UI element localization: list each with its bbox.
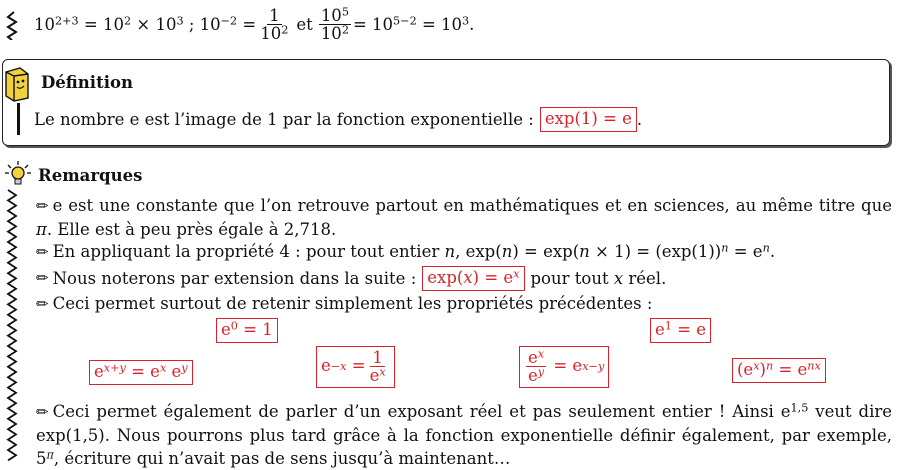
formula-e1: $e^1 = e$ [650, 318, 711, 343]
top-equation-line [34, 7, 474, 43]
formula-sum: $e^{x+y} = e^x$ $e^y$ [89, 360, 193, 385]
definition-box [2, 59, 890, 146]
word-et: et [296, 15, 313, 35]
definition-title: Définition [41, 73, 133, 92]
remark-item [36, 266, 666, 291]
formula-quotient: $\frac{e^x}{e^y}$ = e x−y [519, 346, 609, 388]
fraction-10-5-over-10-2: $\frac{10^5}{10^2}$ [320, 5, 349, 44]
formula-e0: $e^0 = 1$ [216, 318, 278, 343]
pencil-icon: ✏ [36, 403, 49, 421]
zigzag-icon [4, 10, 20, 40]
pencil-icon: ✏ [36, 295, 49, 313]
pencil-icon: ✏ [36, 269, 49, 288]
remark-item: ✏ Ceci permet également de parler d’un exposant réel et pas seulement entier ! Ainsi $e^{1,5}$ veut dire exp(1,5). Nous pourrons plus tard grâce à la fonction exponentielle définir également, par exemple, $5^\pi$, écriture qui n’avait pas de sens jusqu’à maintenant… [36, 401, 892, 468]
remark-item [36, 294, 652, 313]
definition-end: . [636, 109, 643, 129]
remark-3-after: pour tout x réel. [530, 268, 667, 288]
pencil-icon: ✏ [36, 197, 49, 215]
equation-powers: $10^{2+3} = 10^2 \times 10^3$ ; $10^{-2}$ = [34, 14, 257, 35]
remarks-title: Remarques [38, 166, 143, 185]
definition-bar [17, 103, 20, 135]
remark-item: ✏ En appliquant la propriété 4 : pour tout entier n, $\exp(n) = \exp(n \times 1) = (\exp(1))^n = e^n$. [36, 241, 776, 261]
remark-4-text: Ceci permet surtout de retenir simplement les propriétés précédentes : [52, 294, 653, 313]
pencil-icon: ✏ [36, 243, 49, 261]
remark-3-text: Nous noterons par extension dans la suite : [52, 268, 417, 288]
lightbulb-icon [4, 160, 32, 188]
formula-power: $(e^x)^n = e^{nx}$ [732, 358, 826, 383]
definition-formula-box: exp(1) = e [540, 107, 637, 132]
formula-negative: e −x = $\frac{1}{e^x}$ [316, 346, 395, 388]
definition-line [34, 107, 642, 132]
definition-text: Le nombre e est l’image de 1 par la fonction exponentielle : [34, 109, 534, 129]
exp-x-formula-box: $\exp(x) = e^x$ [422, 266, 524, 291]
equation-result: = $10^{5-2} = 10^3$. [352, 14, 475, 35]
fraction-1-over-10-squared: $\frac{1}{10^2}$ [260, 6, 289, 44]
book-icon [2, 66, 32, 102]
remark-item: ✏ e est une constante que l’on retrouve partout en mathématiques et en sciences, au même titre que π. Elle est à peu près égale à 2,718. [36, 196, 892, 239]
zigzag-icon [4, 188, 20, 464]
